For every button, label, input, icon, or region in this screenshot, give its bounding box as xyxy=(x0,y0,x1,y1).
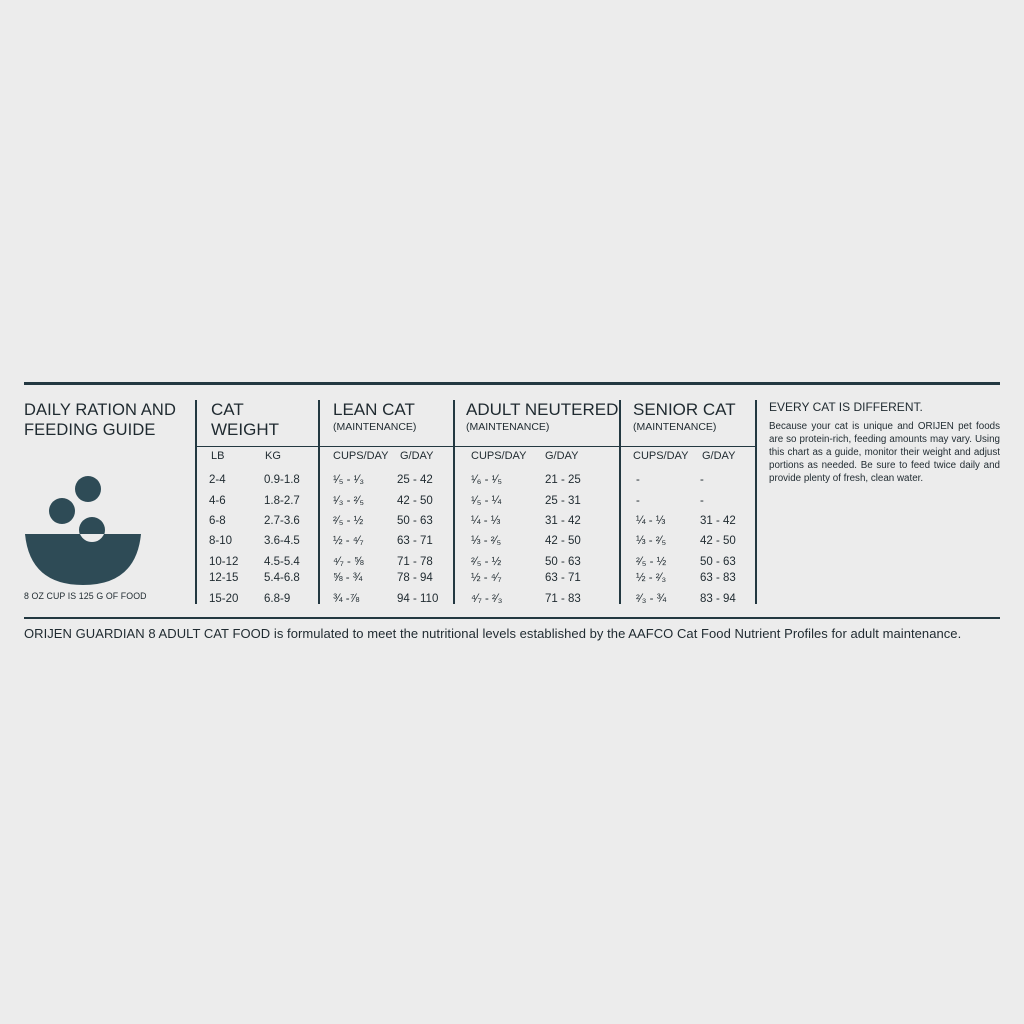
table-cell: 83 - 94 xyxy=(700,593,736,605)
col-adult-g: G/DAY xyxy=(545,450,579,462)
weight-heading-line: WEIGHT xyxy=(211,420,279,439)
table-cell: 1.8-2.7 xyxy=(264,495,300,507)
table-cell: 42 - 50 xyxy=(545,535,581,547)
table-cell: ¹⁄₅ - ¼ xyxy=(471,495,502,507)
cup-note: 8 OZ CUP IS 125 G OF FOOD xyxy=(24,591,147,601)
table-cell: ¹⁄₃ - ²⁄₅ xyxy=(333,495,365,507)
table-cell: 50 - 63 xyxy=(700,556,736,568)
table-cell: 42 - 50 xyxy=(700,535,736,547)
table-cell: 63 - 71 xyxy=(397,535,433,547)
table-cell: 50 - 63 xyxy=(545,556,581,568)
table-cell: 78 - 94 xyxy=(397,572,433,584)
table-cell: 50 - 63 xyxy=(397,515,433,527)
table-cell: ⁴⁄₇ - ⅝ xyxy=(333,556,364,568)
table-cell: ½ - ⁴⁄₇ xyxy=(471,572,502,584)
table-cell: 71 - 83 xyxy=(545,593,581,605)
table-cell: ¹⁄₅ - ¹⁄₃ xyxy=(333,474,365,486)
col-adult-cups: CUPS/DAY xyxy=(471,450,527,462)
side-paragraph: Because your cat is unique and ORIJEN pet foods are so protein-rich, feeding amounts may vary. Using this chart as a guide, monitor their weight and adjust portions as needed. Be sure to feed twice daily and provide plenty of fresh, clean water. xyxy=(769,421,1000,484)
adult-heading: ADULT NEUTERED xyxy=(466,400,619,419)
table-cell: 4-6 xyxy=(209,495,226,507)
table-cell: ¼ - ⅓ xyxy=(636,515,666,527)
column-divider xyxy=(619,400,621,604)
table-cell: ½ - ²⁄₃ xyxy=(636,572,667,584)
table-cell: 63 - 83 xyxy=(700,572,736,584)
table-cell: ½ - ⁴⁄₇ xyxy=(333,535,364,547)
table-cell: 8-10 xyxy=(209,535,233,547)
table-cell: ⅓ - ²⁄₅ xyxy=(636,535,667,547)
guide-title-line: FEEDING GUIDE xyxy=(24,421,156,439)
table-cell: 6-8 xyxy=(209,515,226,527)
table-cell: ⁴⁄₇ - ²⁄₃ xyxy=(471,593,503,605)
table-cell: 6.8-9 xyxy=(264,593,291,605)
header-underline xyxy=(197,446,755,447)
table-cell: 2-4 xyxy=(209,474,226,486)
table-cell: ²⁄₅ - ½ xyxy=(471,556,502,568)
col-lean-g: G/DAY xyxy=(400,450,434,462)
adult-subheading: (MAINTENANCE) xyxy=(466,421,550,433)
table-cell: 4.5-5.4 xyxy=(264,556,300,568)
table-cell: ²⁄₅ - ½ xyxy=(636,556,667,568)
lean-subheading: (MAINTENANCE) xyxy=(333,421,417,433)
col-senior-g: G/DAY xyxy=(702,450,736,462)
column-divider xyxy=(453,400,455,604)
table-cell: 12-15 xyxy=(209,572,239,584)
table-cell: 63 - 71 xyxy=(545,572,581,584)
weight-heading xyxy=(211,400,279,440)
table-cell: 10-12 xyxy=(209,556,239,568)
column-divider xyxy=(755,400,757,604)
table-cell: - xyxy=(700,495,704,507)
table-cell: 42 - 50 xyxy=(397,495,433,507)
col-lean-cups: CUPS/DAY xyxy=(333,450,389,462)
table-cell: 0.9-1.8 xyxy=(264,474,300,486)
table-cell: 3.6-4.5 xyxy=(264,535,300,547)
footer-statement: ORIJEN GUARDIAN 8 ADULT CAT FOOD is formulated to meet the nutritional levels established by the AAFCO Cat Food Nutrient Profiles for adult maintenance. xyxy=(24,626,962,641)
food-bowl-icon xyxy=(24,472,144,590)
table-cell: ²⁄₃ - ¾ xyxy=(636,593,667,605)
bottom-rule xyxy=(24,617,1000,619)
table-cell: ²⁄₅ - ½ xyxy=(333,515,364,527)
table-cell: ¹⁄₆ - ¹⁄₅ xyxy=(471,474,502,486)
table-cell: 5.4-6.8 xyxy=(264,572,300,584)
table-cell: - xyxy=(636,495,640,507)
senior-subheading: (MAINTENANCE) xyxy=(633,421,717,433)
column-divider xyxy=(195,400,197,604)
table-cell: - xyxy=(636,474,640,486)
col-kg: KG xyxy=(265,450,281,462)
table-cell: 2.7-3.6 xyxy=(264,515,300,527)
table-cell: 21 - 25 xyxy=(545,474,581,486)
side-heading: EVERY CAT IS DIFFERENT. xyxy=(769,400,923,414)
table-cell: ⅓ - ²⁄₅ xyxy=(471,535,502,547)
guide-title-line: DAILY RATION AND xyxy=(24,401,176,419)
lean-heading: LEAN CAT xyxy=(333,400,415,419)
table-cell: 25 - 42 xyxy=(397,474,433,486)
senior-heading: SENIOR CAT xyxy=(633,400,736,419)
table-cell: 31 - 42 xyxy=(545,515,581,527)
column-divider xyxy=(318,400,320,604)
weight-heading-line: CAT xyxy=(211,400,244,419)
table-cell: ⅝ - ¾ xyxy=(333,572,363,584)
table-cell: 94 - 110 xyxy=(397,593,439,605)
table-cell: ¼ - ⅓ xyxy=(471,515,501,527)
top-rule xyxy=(24,382,1000,385)
table-cell: 15-20 xyxy=(209,593,239,605)
guide-title xyxy=(24,400,176,440)
col-lb: LB xyxy=(211,450,225,462)
table-cell: - xyxy=(700,474,704,486)
table-cell: 31 - 42 xyxy=(700,515,736,527)
col-senior-cups: CUPS/DAY xyxy=(633,450,689,462)
table-cell: 71 - 78 xyxy=(397,556,433,568)
table-cell: ¾ -⅞ xyxy=(333,593,360,605)
table-cell: 25 - 31 xyxy=(545,495,581,507)
